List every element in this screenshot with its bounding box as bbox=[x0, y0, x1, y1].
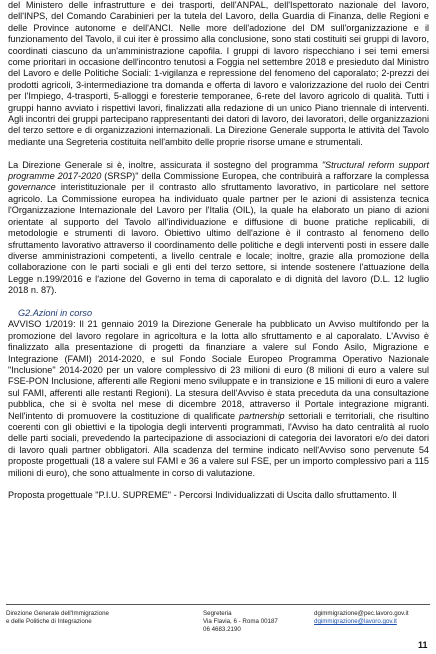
body-text bbox=[8, 0, 429, 502]
paragraph-tavolo bbox=[8, 0, 429, 148]
paragraph-text: Proposta progettuale "P.I.U. SUPREME" - Percorsi Individualizzati di Uscita dallo sfruttamento. Il bbox=[8, 490, 397, 501]
paragraph-text: interistituzionale per il contrasto allo sfruttamento lavorativo, in particolare nel settore agricolo. La Commissione europea ha individuato quale partner per le azioni di assistenza tecnica l'Organizzazione Internazionale del Lavoro per l'Italia (OIL), la quale ha elaborato un piano di azioni orientate al supporto del Tavolo all'individuazione e diffusione di buone pratiche replicabili, di metodologie e strumenti di lavoro. Obiettivo ultimo dell'azione è il contrasto al fenomeno dello sfruttamento lavorativo attraverso il coordinamento delle politiche e degli interventi posti in essere dalle diverse amministrazioni competenti, a livello centrale e locale; inoltre, grazie alla promozione della collaborazione con le parti sociali e gli enti del terzo settore, si intende sostenere l'attuazione della Legge n.199/2016 e l'azione del Governo in tema di caporalato e di dignità del lavoro (D.L. 12 luglio 2018 n. 87). bbox=[8, 182, 429, 296]
footer-email-link[interactable]: dgimmigrazione@lavoro.gov.it bbox=[314, 618, 397, 626]
paragraph-srsp bbox=[8, 160, 429, 297]
footer-emails bbox=[314, 610, 409, 626]
footer-divider bbox=[6, 604, 430, 605]
footer-address bbox=[203, 610, 278, 635]
footer-pec-email[interactable]: dgimmigrazione@pec.lavoro.gov.it bbox=[314, 610, 409, 617]
governance-term: governance bbox=[8, 182, 56, 193]
paragraph-text: AVVISO 1/2019: Il 21 gennaio 2019 la Direzione Generale ha pubblicato un Avviso multifondo per la promozione del lavoro regolare in agricoltura e la lotta allo sfruttamento e al caporalato. L'Avviso è finalizzato alla presentazione di progetti da finanziare a valere sul Fondo Asilo, Migrazione e Integrazione (FAMI) 2014-2020, e sul Fondo Sociale Europeo Programma Operativo Nazionale "Inclusione" 2014-2020 per un valore complessivo di 23 milioni di euro (8 milioni di euro a valere sul FSE-PON Inclusione, afferenti alle Regioni meno sviluppate e in transizione e 15 milioni di euro a valere sul FAMI, afferenti alle restanti Regioni). La stesura dell'Avviso è stata preceduta da una consultazione pubblica, che si è svolta nel mese di dicembre 2018, attraverso il Portale integrazione migranti. Nell'intento di promuovere la costituzione di qualificate bbox=[8, 319, 429, 421]
paragraph-piu-supreme bbox=[8, 490, 429, 501]
section-heading: G2.Azioni in corso bbox=[18, 307, 93, 318]
paragraph-text: settoriali e territoriali, che risultino coerenti con gli obiettivi e la tipologia degli interventi programmati, l'Avviso ha dato centralità al ruolo delle parti sociali, prevedendo la partecipazione di associazioni di categoria dei lavoratori e/o dei datori di lavoro quali partner obbligatori. Alla scadenza del termine indicato nell'Avviso sono pervenute 54 proposte progettuali (18 a valere sul FAMI e 36 a valere sul FSE, per un importo complessivo pari a 115 milioni di euro), che sono attualmente in corso di valutazione. bbox=[8, 410, 429, 478]
footer-phone: 06 4683.2190 bbox=[203, 626, 241, 634]
footer-office-line: e delle Politiche di Integrazione bbox=[6, 618, 92, 626]
footer-office bbox=[6, 610, 109, 626]
paragraph-text: del Ministero delle infrastrutture e dei trasporti, dell'ANPAL, dell'Ispettorato nazionale del lavoro, dell'INPS, del Comando Carabinieri per la tutela del Lavoro, della Guardia di Finanza, delle Regioni e delle Province autonome e dell'ANCI. Nelle more dell'adozione del DM sull'organizzazione e il funzionamento del Tavolo, il cui iter è prossimo alla conclusione, sono stati costituiti sei gruppi di lavoro, coordinati ciascuno da un'amministrazione capofila. I gruppi di lavoro rispecchiano i sei temi emersi come prioritari in occasione dell'incontro tenutosi a Foggia nel settembre 2018 e presieduto dal Ministro del Lavoro e delle Politiche Sociali: 1-vigilanza e repressione del fenomeno del caporalato; 2-prezzi dei prodotti agricoli, 3-intermediazione tra domanda e offerta di lavoro e valorizzazione del ruolo dei Centri per l'Impiego, 4-trasporti, 5-alloggi e foresterie temporanee, 6-rete del lavoro agricolo di qualità. Tutti i gruppi hanno avviato i rispettivi lavori, finalizzati alla redazione di un unico Piano triennale di interventi. Agli incontri dei gruppi partecipano rappresentanti dei datori di lavoro, dei lavoratori, delle organizzazioni del terzo settore e di organizzazioni internazionali. La Direzione Generale supporta le attività del Tavolo mediante una Segreteria costituita nell'ambito delle proprie risorse umane e strumentali. bbox=[8, 0, 429, 147]
footer-segreteria: Segreteria bbox=[203, 610, 232, 617]
paragraph-text: La Direzione Generale si è, inoltre, assicurata il sostegno del programma bbox=[8, 159, 322, 170]
program-title: "Structural reform support programme 2017-2020 bbox=[8, 159, 429, 182]
paragraph-text: (SRSP)" della Commissione Europea, che contribuirà a rafforzare la complessa bbox=[101, 171, 429, 182]
page-number: 11 bbox=[418, 640, 428, 650]
footer-street: Via Flavia, 6 - Roma 00187 bbox=[203, 618, 278, 626]
footer-office-line: Direzione Generale dell'Immigrazione bbox=[6, 610, 109, 617]
paragraph-avviso bbox=[8, 319, 429, 479]
partnership-term: partnership bbox=[238, 410, 285, 421]
section-heading-wrapper bbox=[8, 308, 429, 319]
